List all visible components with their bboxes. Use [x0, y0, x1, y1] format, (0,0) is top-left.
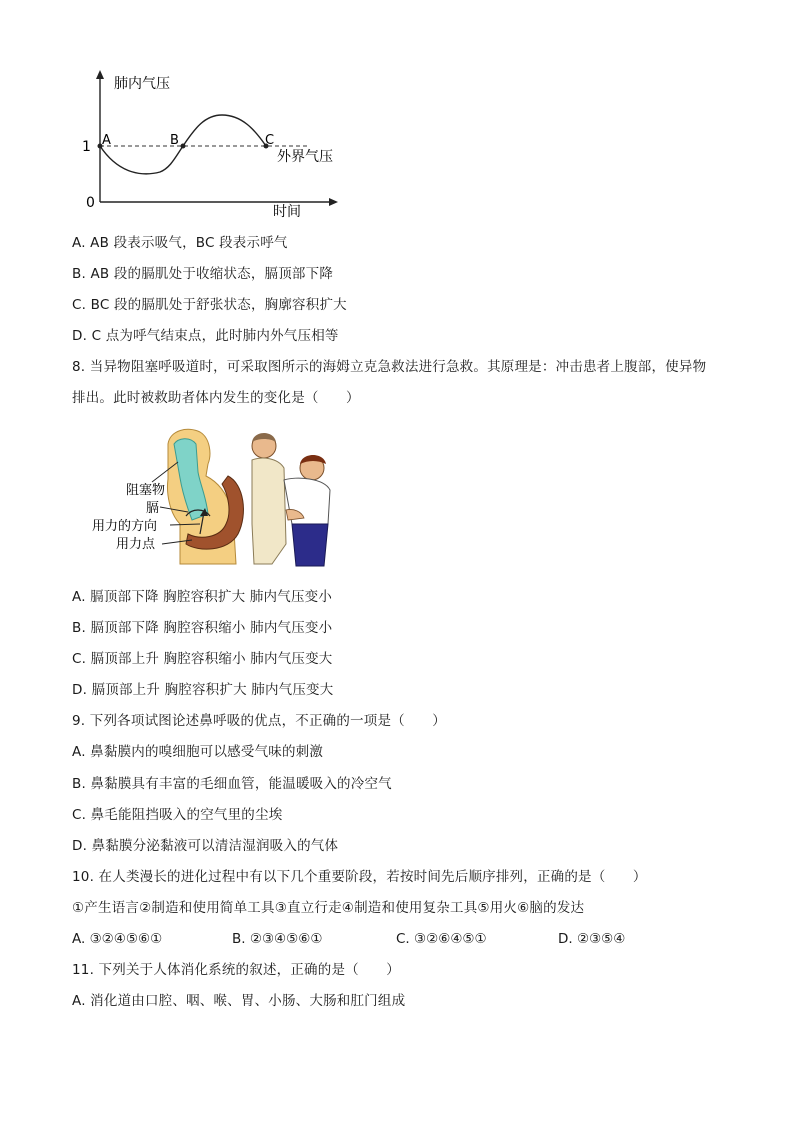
q9-option-c: C. 鼻毛能阻挡吸入的空气里的尘埃: [72, 807, 283, 823]
pressure-graph: [70, 68, 360, 228]
obstruction-label: 阻塞物: [126, 483, 166, 498]
q10-option-a: A. ③②④⑤⑥①: [72, 931, 163, 947]
external-pressure-label: 外界气压: [277, 149, 333, 165]
diaphragm-label: 膈: [146, 501, 160, 516]
q7-option-a: A. AB 段表示吸气，BC 段表示呼气: [72, 235, 288, 251]
q7-option-b: B. AB 段的膈肌处于收缩状态，膈顶部下降: [72, 266, 334, 282]
q10-items: ①产生语言②制造和使用简单工具③直立行走④制造和使用复杂工具⑤用火⑥脑的发达: [72, 900, 585, 916]
x-axis-label: 时间: [273, 204, 301, 220]
q8-option-b: B. 膈顶部下降 胸腔容积缩小 肺内气压变小: [72, 620, 333, 636]
origin-label: 0: [86, 195, 95, 211]
q10-option-c: C. ③②⑥④⑤①: [396, 931, 487, 947]
point-a-label: A: [102, 133, 111, 148]
x-axis-arrow: [329, 198, 338, 206]
force-point-label: 用力点: [116, 537, 156, 552]
force-direction-label: 用力的方向: [92, 519, 158, 534]
heimlich-figure: [88, 424, 338, 570]
q9-option-d: D. 鼻黏膜分泌黏液可以清洁湿润吸入的气体: [72, 838, 339, 854]
q9-option-a: A. 鼻黏膜内的嗅细胞可以感受气味的刺激: [72, 744, 324, 760]
y-axis-label: 肺内气压: [114, 76, 170, 92]
q11-option-a: A. 消化道由口腔、咽、喉、胃、小肠、大肠和肛门组成: [72, 993, 406, 1009]
q8-option-d: D. 膈顶部上升 胸腔容积扩大 肺内气压变大: [72, 682, 334, 698]
q7-option-d: D. C 点为呼气结束点，此时肺内外气压相等: [72, 328, 339, 344]
q11-stem: 11. 下列关于人体消化系统的叙述，正确的是（ ）: [72, 962, 400, 978]
y-tick-1: 1: [82, 139, 91, 155]
q8-option-a: A. 膈顶部下降 胸腔容积扩大 肺内气压变小: [72, 589, 333, 605]
y-axis-arrow: [96, 70, 104, 79]
point-b-dot: [181, 144, 186, 149]
rescuer-body: [252, 458, 286, 564]
patient-trousers: [292, 524, 328, 566]
q10-option-b: B. ②③④⑤⑥①: [232, 931, 323, 947]
q7-option-c: C. BC 段的膈肌处于舒张状态，胸廓容积扩大: [72, 297, 347, 313]
q8-stem-line2: 排出。此时被救助者体内发生的变化是（ ）: [72, 390, 360, 406]
q10-option-d: D. ②③⑤④: [558, 931, 626, 947]
q9-stem: 9. 下列各项试图论述鼻呼吸的优点，不正确的一项是（ ）: [72, 713, 446, 729]
q8-option-c: C. 膈顶部上升 胸腔容积缩小 肺内气压变大: [72, 651, 333, 667]
point-b-label: B: [170, 133, 179, 148]
q8-stem-line1: 8. 当异物阻塞呼吸道时，可采取图所示的海姆立克急救法进行急救。其原理是：冲击患者上腹部，使异物: [72, 359, 707, 375]
q9-option-b: B. 鼻黏膜具有丰富的毛细血管，能温暖吸入的冷空气: [72, 776, 392, 792]
point-c-label: C: [265, 133, 275, 148]
q10-stem: 10. 在人类漫长的进化过程中有以下几个重要阶段，若按时间先后顺序排列，正确的是（ ）: [72, 869, 647, 885]
